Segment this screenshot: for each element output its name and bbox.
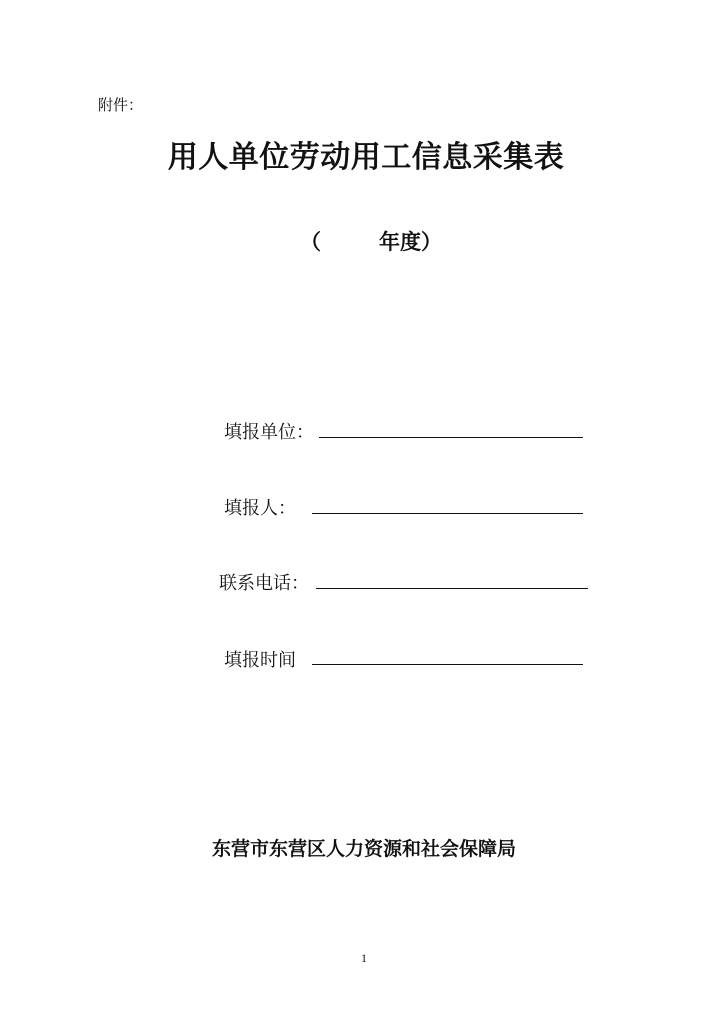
field-line-phone[interactable] (316, 588, 588, 589)
field-label-reporter: 填报人： (224, 498, 296, 519)
year-label: 年度） (379, 230, 442, 254)
field-label-phone: 联系电话： (219, 573, 309, 594)
page-title: 用人单位劳动用工信息采集表 (167, 140, 565, 175)
attachment-label: 附件： (98, 96, 144, 114)
issuing-organization: 东营市东营区人力资源和社会保障局 (211, 838, 516, 860)
field-label-time: 填报时间 (224, 650, 296, 671)
field-line-unit[interactable] (319, 437, 583, 438)
year-open-paren: （ (300, 230, 321, 254)
page-number: 1 (361, 951, 367, 965)
field-line-time[interactable] (312, 664, 583, 665)
field-label-unit: 填报单位： (224, 422, 314, 443)
field-line-reporter[interactable] (312, 513, 583, 514)
